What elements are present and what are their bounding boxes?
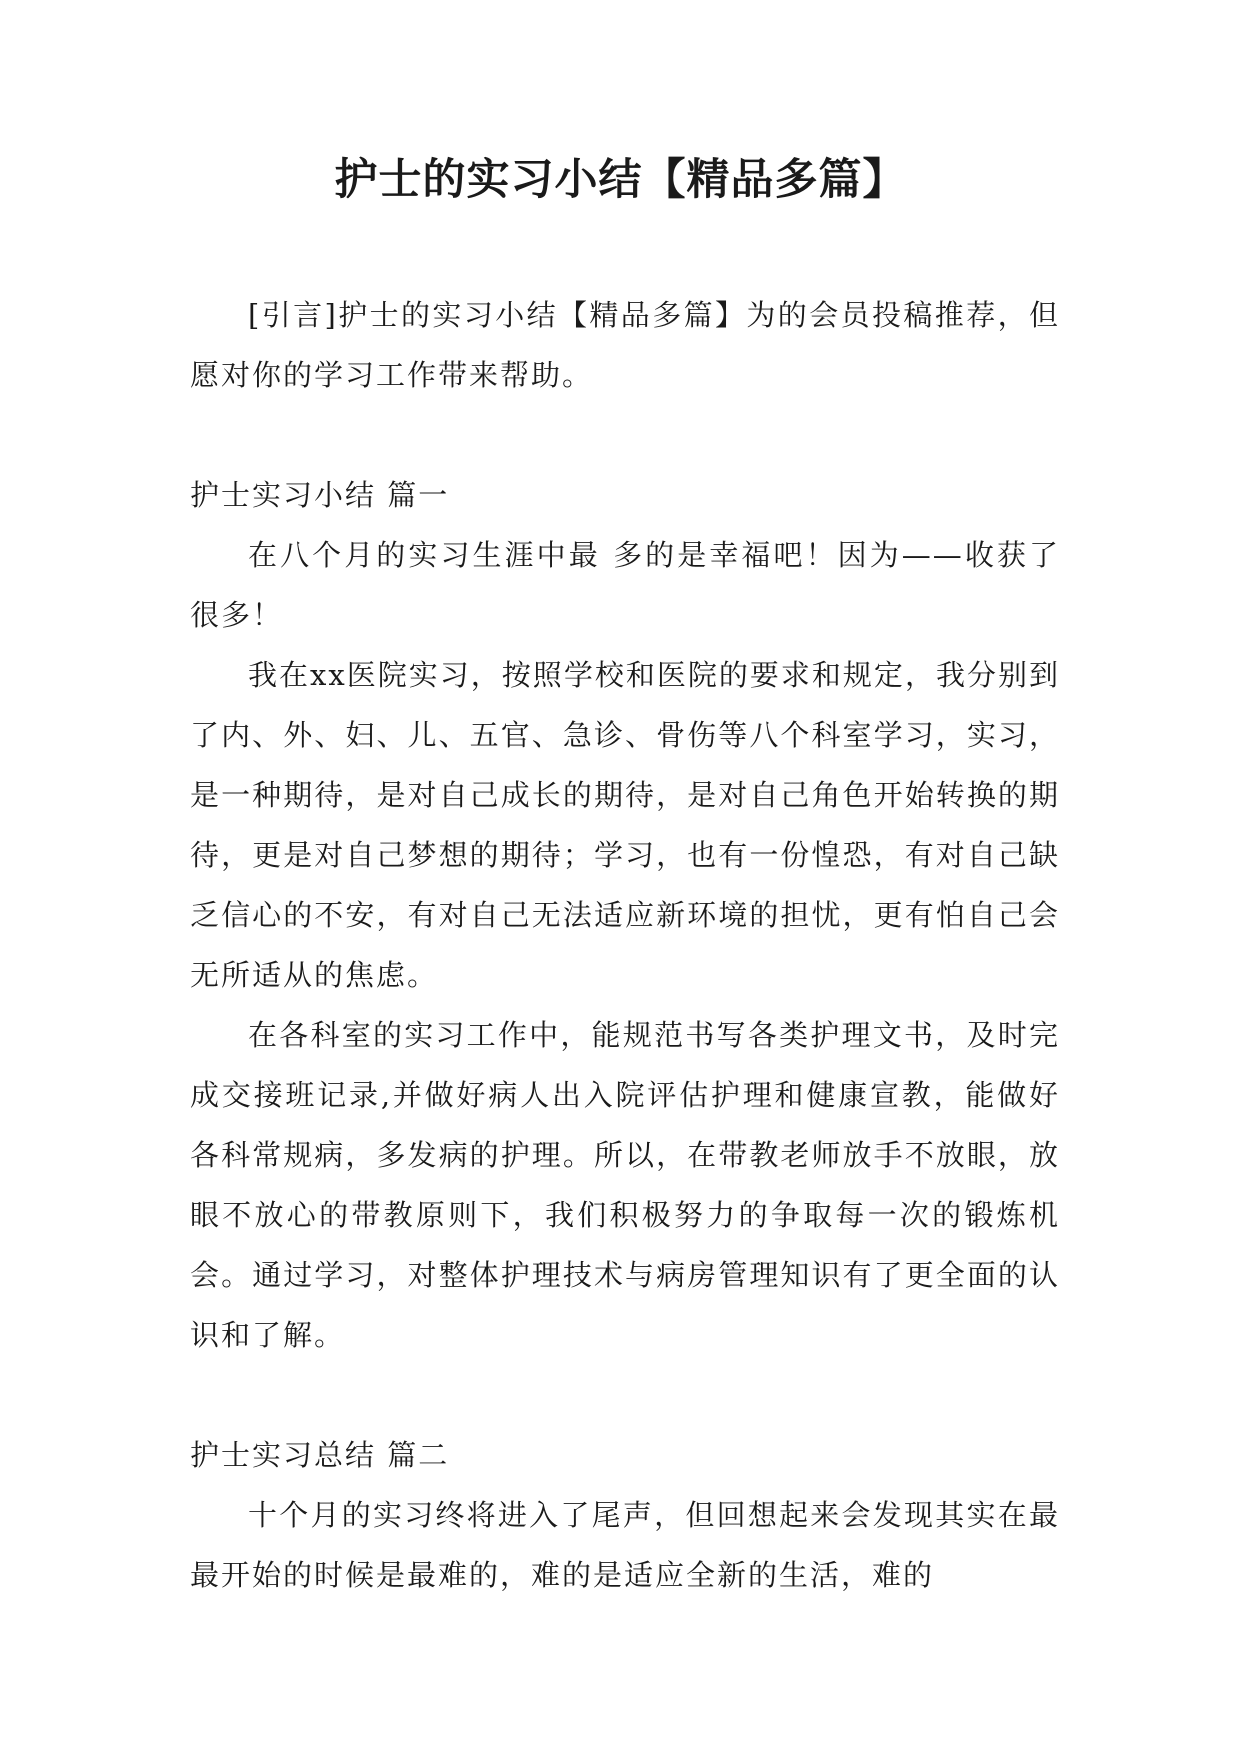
section-spacer bbox=[190, 405, 1060, 465]
section-spacer bbox=[190, 1365, 1060, 1425]
document-title: 护士的实习小结【精品多篇】 bbox=[334, 155, 907, 205]
section-1-paragraph-2: 我在xx医院实习，按照学校和医院的要求和规定，我分别到了内、外、妇、儿、五官、急诊、骨伤等八个科室学习，实习，是一种期待，是对自己成长的期待，是对自己角色开始转换的期待，更是对自己梦想的期待；学习，也有一份惶恐，有对自己缺乏信心的不安，有对自己无法适应新环境的担忧，更有怕自己会无所适从的焦虑。 bbox=[190, 658, 1060, 992]
section-2-paragraph-1: 十个月的实习终将进入了尾声，但回想起来会发现其实在最最开始的时候是最难的，难的是适应全新的生活，难的 bbox=[190, 1498, 1060, 1592]
section-heading-2: 护士实习总结 篇二 bbox=[190, 1438, 450, 1472]
document-body bbox=[190, 285, 1060, 1605]
intro-paragraph: [引言]护士的实习小结【精品多篇】为的会员投稿推荐，但愿对你的学习工作带来帮助。 bbox=[190, 298, 1060, 392]
section-heading-1: 护士实习小结 篇一 bbox=[190, 478, 450, 512]
section-1-paragraph-1: 在八个月的实习生涯中最 多的是幸福吧！因为——收获了很多！ bbox=[190, 538, 1060, 632]
section-1-paragraph-3: 在各科室的实习工作中，能规范书写各类护理文书，及时完成交接班记录,并做好病人出入院评估护理和健康宣教，能做好各科常规病，多发病的护理。所以，在带教老师放手不放眼，放眼不放心的带教原则下，我们积极努力的争取每一次的锻炼机会。通过学习，对整体护理技术与病房管理知识有了更全面的认识和了解。 bbox=[190, 1018, 1060, 1352]
